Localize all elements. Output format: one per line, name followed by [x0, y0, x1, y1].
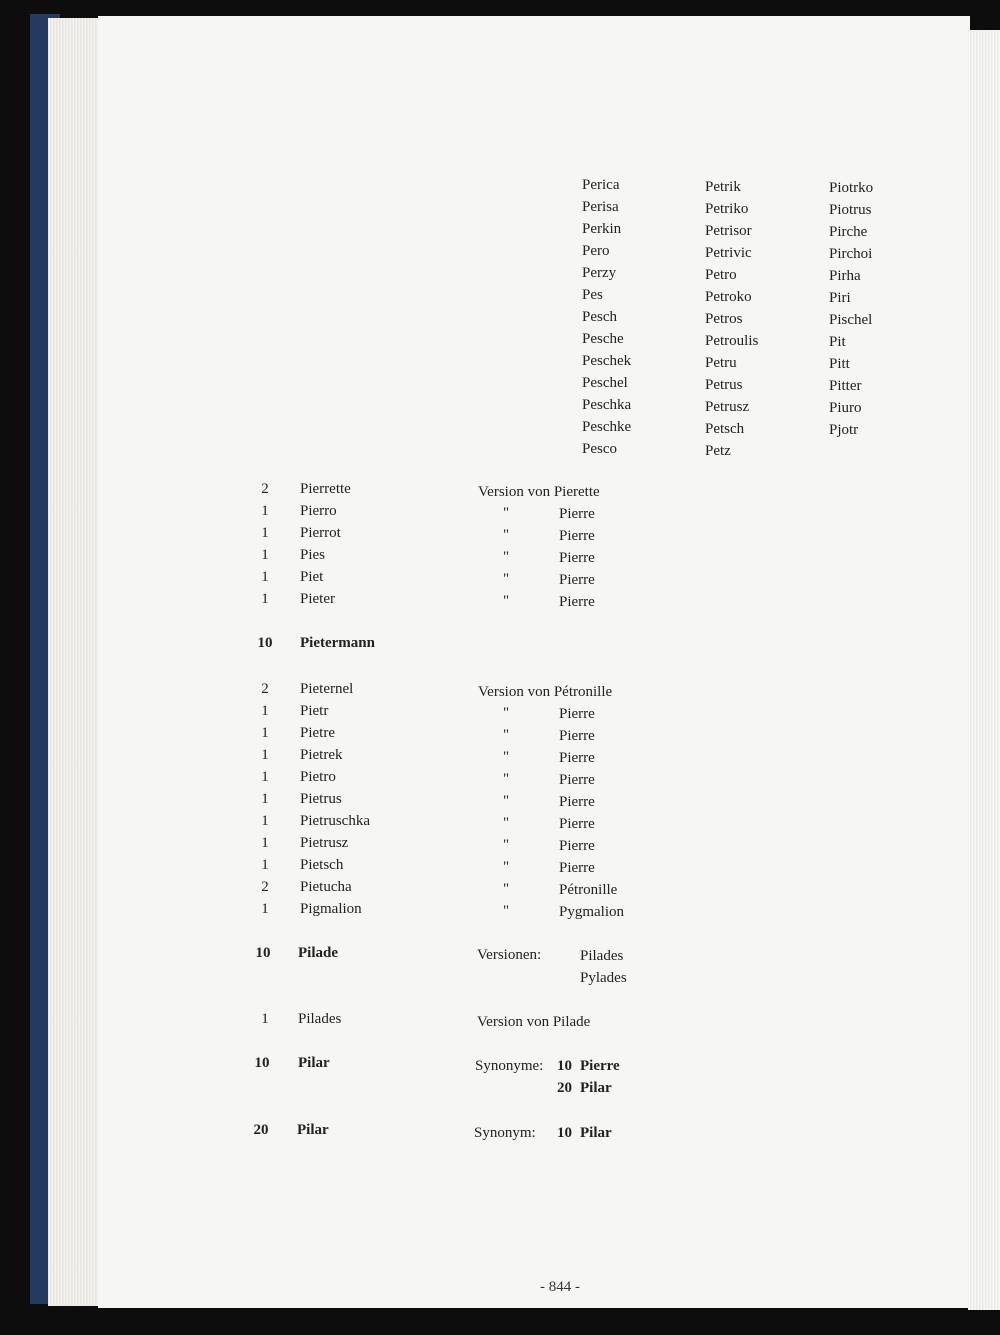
name-list-item: Peschel — [582, 375, 628, 391]
synonym-count: 10 — [557, 1058, 572, 1074]
entry-name: Pilar — [297, 1122, 329, 1138]
entry-name: Pilades — [298, 1011, 342, 1027]
synonym-name: Pierre — [580, 1058, 620, 1074]
entry-reference: Pierre — [559, 794, 595, 810]
entry-label: Synonyme: — [475, 1058, 544, 1074]
name-list-item: Petroulis — [705, 333, 759, 349]
entry-reference: Pierre — [559, 572, 595, 588]
entry-count: 1 — [261, 901, 269, 917]
entry-name: Pietermann — [300, 635, 375, 651]
synonym-count: 20 — [557, 1080, 572, 1096]
entry-name: Pigmalion — [300, 901, 362, 917]
entry-name: Pilade — [298, 945, 338, 961]
name-list-item: Petrisor — [705, 223, 752, 239]
name-list-item: Pirha — [829, 268, 861, 284]
name-list-item: Pes — [582, 287, 603, 303]
name-list-item: Petriko — [705, 201, 749, 217]
entry-count: 1 — [261, 747, 269, 763]
name-list-item: Piuro — [829, 400, 862, 416]
name-list-item: Petrivic — [705, 245, 752, 261]
name-list-item: Pero — [582, 243, 610, 259]
page-number: - 844 - — [540, 1279, 580, 1295]
name-list-item: Petsch — [705, 421, 745, 437]
name-list-item: Petrus — [705, 377, 743, 393]
name-list-item: Petroko — [705, 289, 752, 305]
entry-count: 20 — [253, 1122, 269, 1138]
name-list-item: Pitt — [829, 356, 850, 372]
entry-reference: Pierre — [559, 772, 595, 788]
ditto-mark: " — [503, 771, 510, 787]
ditto-mark: " — [503, 837, 510, 853]
name-list-item: Pischel — [829, 312, 873, 328]
entry-count: 1 — [261, 547, 269, 563]
entry-count: 2 — [261, 681, 269, 697]
entry-name: Pies — [300, 547, 326, 563]
entry-reference: Pierre — [559, 506, 595, 522]
name-list-item: Peschek — [582, 353, 632, 369]
entry-count: 2 — [261, 481, 269, 497]
entry-count: 1 — [261, 703, 269, 719]
entry-reference: Pierre — [559, 728, 595, 744]
entry-label: Versionen: — [477, 947, 542, 963]
entry-reference: Pierre — [559, 550, 595, 566]
entry-name: Pierrette — [300, 481, 351, 497]
entry-name: Pietr — [300, 703, 329, 719]
entry-count: 1 — [261, 503, 269, 519]
name-list-item: Perkin — [582, 221, 622, 237]
name-list-item: Petz — [705, 443, 731, 459]
entry-count: 1 — [261, 725, 269, 741]
entry-name: Pietre — [300, 725, 335, 741]
ditto-mark: " — [503, 793, 510, 809]
entry-description: Version von Pétronille — [478, 684, 613, 700]
entry-description: Version von Pierette — [478, 484, 600, 500]
name-list-item: Piri — [829, 290, 851, 306]
entry-name: Pierro — [300, 503, 337, 519]
entry-name: Pietruschka — [300, 813, 370, 829]
entry-name: Pietrusz — [300, 835, 349, 851]
name-list-item: Pesche — [582, 331, 624, 347]
entry-reference: Pierre — [559, 528, 595, 544]
entry-reference: Pierre — [559, 706, 595, 722]
name-list-item: Pit — [829, 334, 846, 350]
entry-description: Version von Pilade — [477, 1014, 591, 1030]
name-list-item: Pitter — [829, 378, 862, 394]
entry-reference: Pierre — [559, 594, 595, 610]
synonym-count: 10 — [557, 1125, 572, 1141]
entry-count: 2 — [261, 879, 269, 895]
ditto-mark: " — [503, 815, 510, 831]
name-list-item: Piotrko — [829, 180, 874, 196]
name-list-item: Pirche — [829, 224, 868, 240]
ditto-mark: " — [503, 727, 510, 743]
ditto-mark: " — [503, 571, 510, 587]
entry-count: 1 — [261, 813, 269, 829]
name-list-item: Perica — [582, 177, 620, 193]
name-list-item: Petros — [705, 311, 743, 327]
entry-name: Piet — [300, 569, 324, 585]
entry-reference: Pierre — [559, 860, 595, 876]
page-edges-right — [968, 30, 1000, 1310]
entry-name: Pierrot — [300, 525, 341, 541]
entry-name: Pilar — [298, 1055, 330, 1071]
entry-count: 1 — [261, 1011, 269, 1027]
entry-name: Pietrus — [300, 791, 342, 807]
entry-reference: Pétronille — [559, 882, 618, 898]
entry-reference: Pierre — [559, 816, 595, 832]
entry-count: 1 — [261, 791, 269, 807]
entry-name: Pieter — [300, 591, 335, 607]
name-list-item: Petrik — [705, 179, 741, 195]
entry-count: 1 — [261, 591, 269, 607]
name-list-item: Pesch — [582, 309, 617, 325]
name-list-item: Pjotr — [829, 422, 859, 438]
ditto-mark: " — [503, 593, 510, 609]
ditto-mark: " — [503, 549, 510, 565]
entry-count: 1 — [261, 769, 269, 785]
name-list-item: Pesco — [582, 441, 617, 457]
entry-reference: Pierre — [559, 838, 595, 854]
entry-count: 10 — [257, 635, 273, 651]
entry-reference: Pylades — [580, 970, 627, 986]
name-list-item: Perzy — [582, 265, 617, 281]
ditto-mark: " — [503, 505, 510, 521]
synonym-name: Pilar — [580, 1080, 612, 1096]
entry-count: 1 — [261, 525, 269, 541]
entry-label: Synonym: — [474, 1125, 536, 1141]
ditto-mark: " — [503, 903, 510, 919]
name-list-item: Petrusz — [705, 399, 750, 415]
entry-count: 10 — [254, 1055, 270, 1071]
entry-reference: Pierre — [559, 750, 595, 766]
entry-count: 1 — [261, 857, 269, 873]
ditto-mark: " — [503, 705, 510, 721]
name-list-item: Peschka — [582, 397, 632, 413]
entry-count: 1 — [261, 569, 269, 585]
ditto-mark: " — [503, 749, 510, 765]
entry-name: Pieternel — [300, 681, 354, 697]
entry-name: Pietucha — [300, 879, 352, 895]
synonym-name: Pilar — [580, 1125, 612, 1141]
entry-count: 1 — [261, 835, 269, 851]
name-list-item: Petru — [705, 355, 737, 371]
entry-reference: Pygmalion — [559, 904, 625, 920]
entry-name: Pietrek — [300, 747, 343, 763]
entry-count: 10 — [255, 945, 271, 961]
entry-reference: Pilades — [580, 948, 624, 964]
entry-name: Pietsch — [300, 857, 344, 873]
ditto-mark: " — [503, 859, 510, 875]
name-list-item: Piotrus — [829, 202, 872, 218]
entry-name: Pietro — [300, 769, 336, 785]
ditto-mark: " — [503, 527, 510, 543]
name-list-item: Petro — [705, 267, 737, 283]
name-list-item: Pirchoi — [829, 246, 873, 262]
ditto-mark: " — [503, 881, 510, 897]
name-list-item: Perisa — [582, 199, 619, 215]
name-list-item: Peschke — [582, 419, 632, 435]
